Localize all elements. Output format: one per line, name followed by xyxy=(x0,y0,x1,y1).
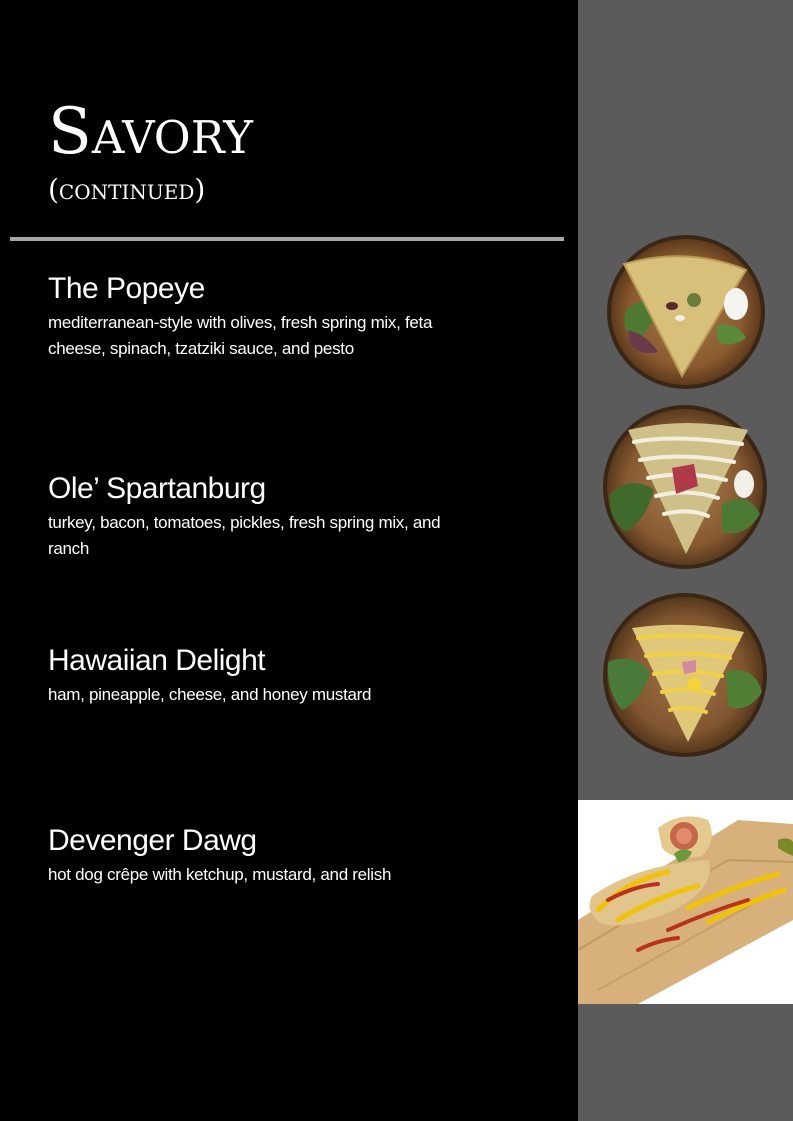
menu-item-ole-spartanburg xyxy=(48,470,468,562)
ole-spartanburg-crepe-photo xyxy=(602,404,768,570)
menu-item-name: The Popeye xyxy=(48,272,205,305)
menu-item-description: hot dog crêpe with ketchup, mustard, and relish xyxy=(48,865,392,884)
menu-item-description: mediterranean-style with olives, fresh spring mix, feta cheese, spinach, tzatziki sauce, and pesto xyxy=(48,313,433,358)
section-subtitle: (continued) xyxy=(48,173,206,206)
hawaiian-delight-crepe-photo xyxy=(602,592,768,758)
menu-item-devenger-dawg xyxy=(48,822,468,888)
menu-item-description: turkey, bacon, tomatoes, pickles, fresh spring mix, and ranch xyxy=(48,513,441,558)
menu-item-name: Hawaiian Delight xyxy=(48,644,266,677)
menu-item-name: Ole’ Spartanburg xyxy=(48,472,266,505)
devenger-dawg-crepe-photo xyxy=(578,800,793,1004)
menu-item-description: ham, pineapple, cheese, and honey mustard xyxy=(48,685,372,704)
section-divider xyxy=(10,237,564,241)
popeye-crepe-photo xyxy=(606,234,766,390)
menu-item-hawaiian-delight xyxy=(48,642,468,708)
menu-item-popeye xyxy=(48,270,468,362)
menu-item-name: Devenger Dawg xyxy=(48,824,257,857)
section-title: Savory xyxy=(48,95,253,169)
